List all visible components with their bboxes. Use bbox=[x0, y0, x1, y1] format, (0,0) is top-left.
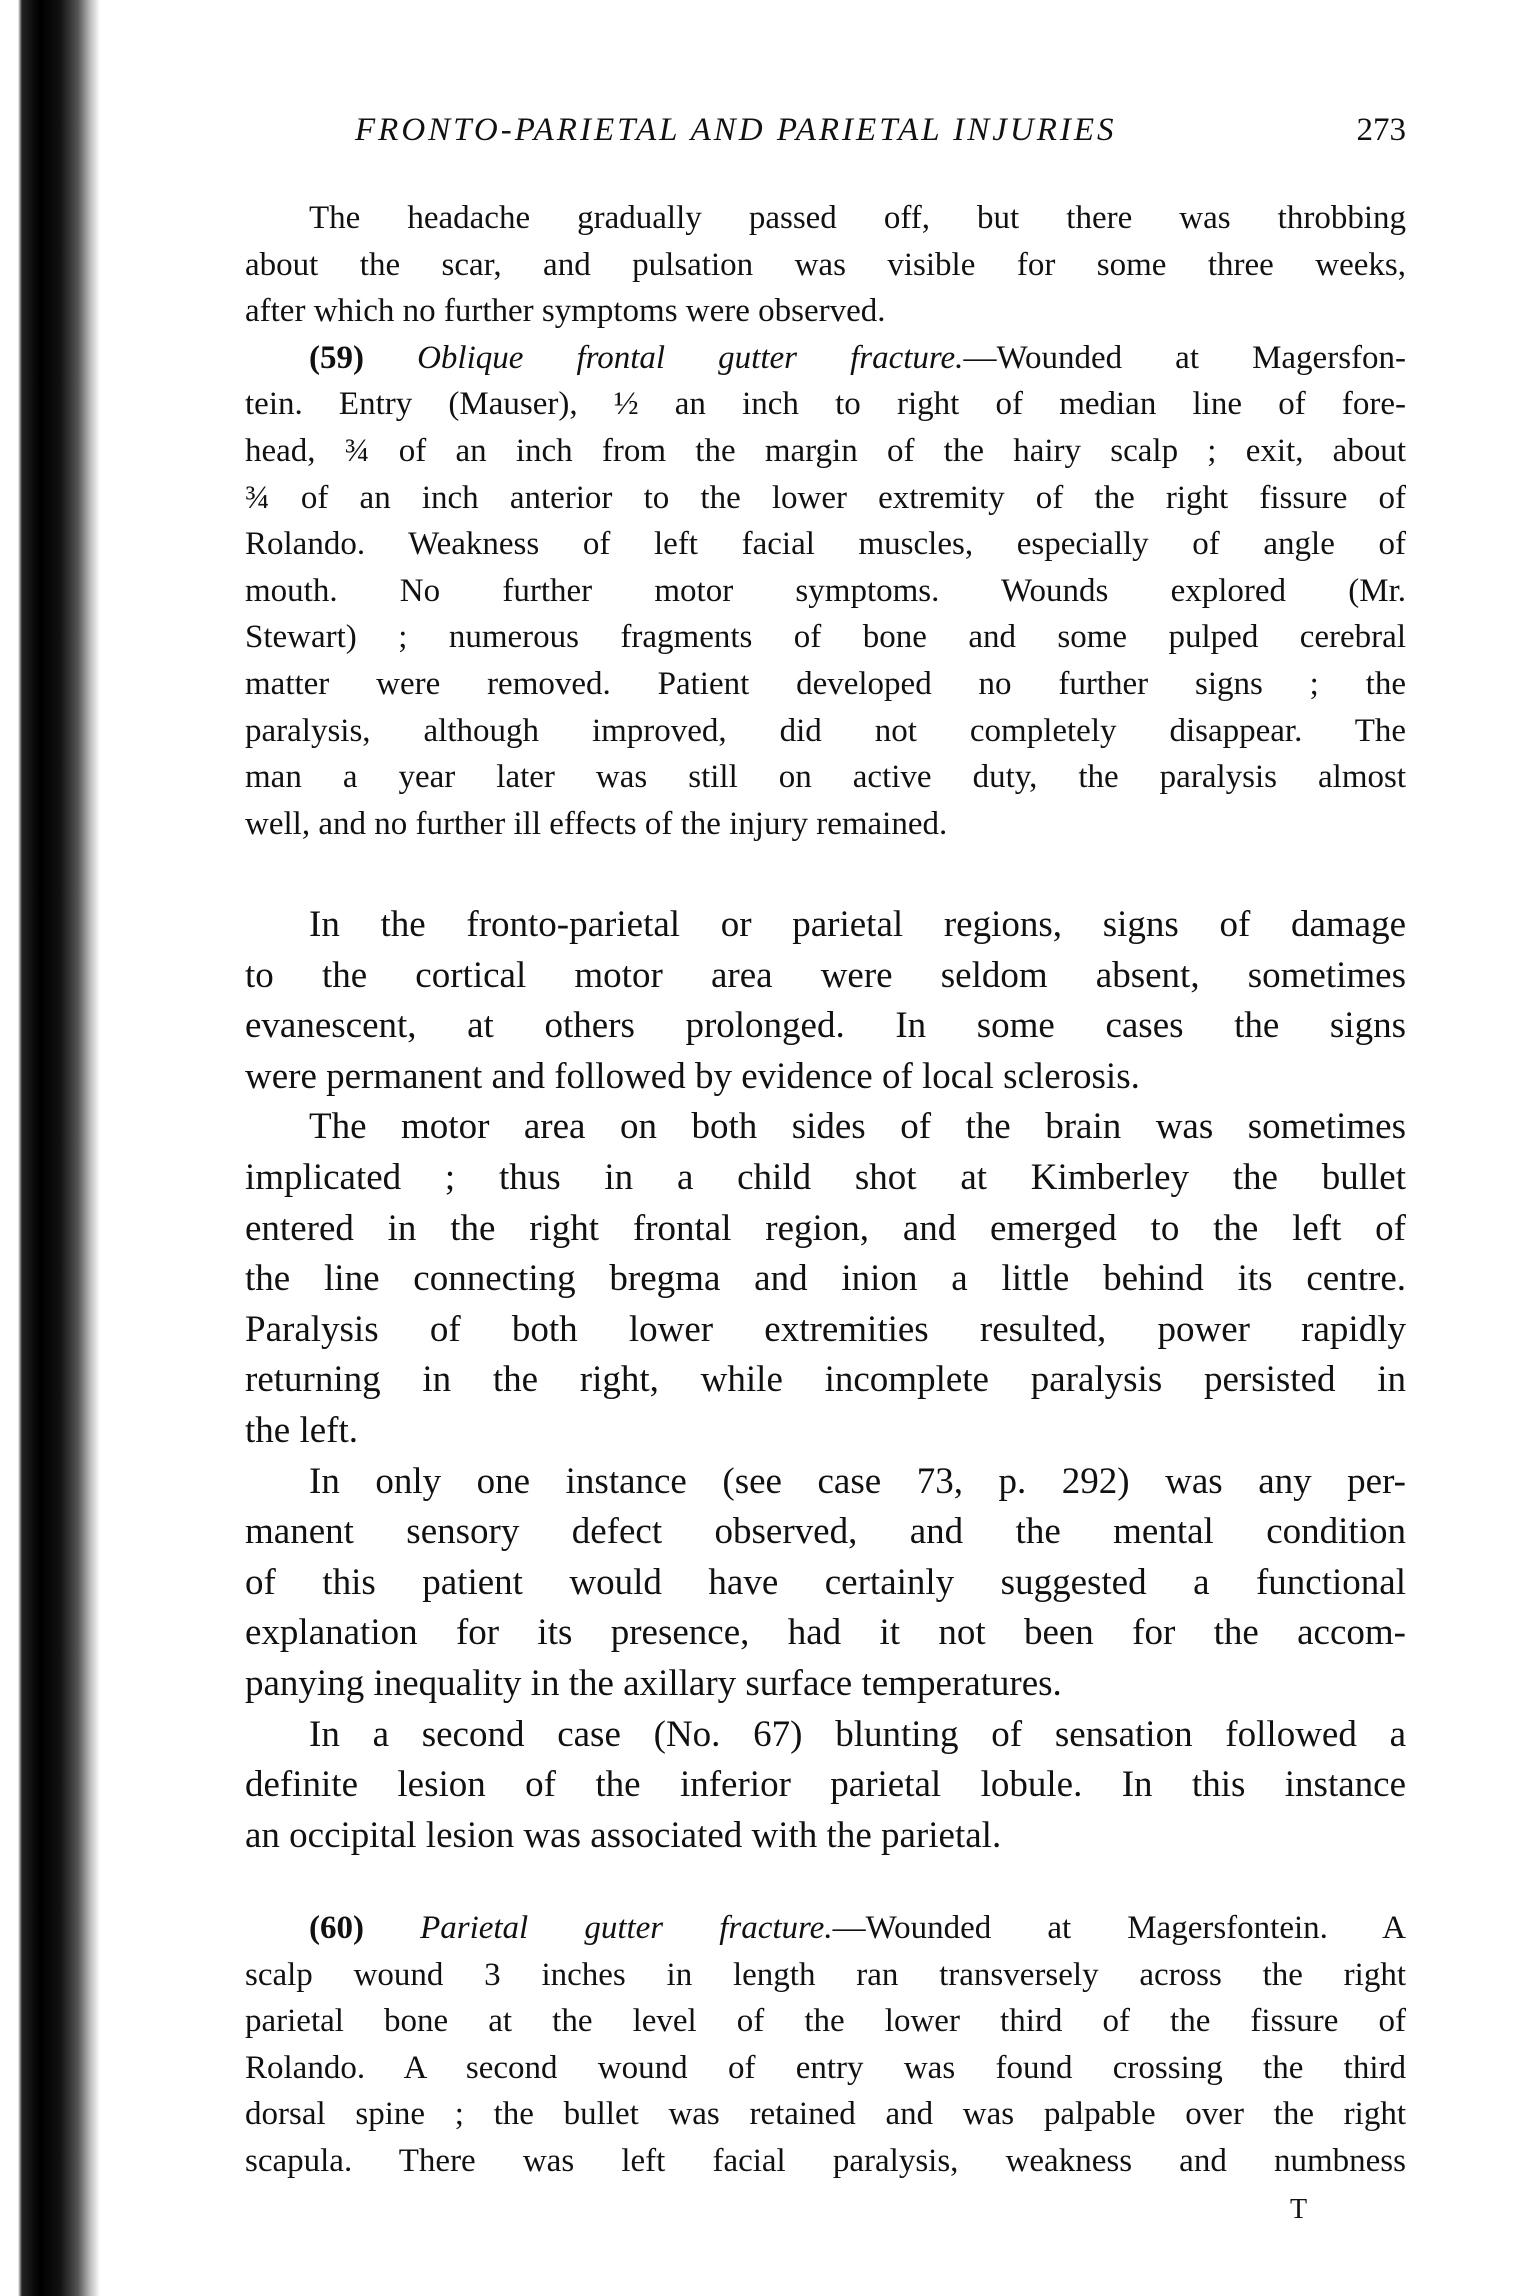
text-line: mouth. No further motor symptoms. Wounds explored (Mr. bbox=[245, 572, 1406, 609]
text-line: to the cortical motor area were seldom absent, sometimes bbox=[245, 954, 1406, 996]
text-line: Rolando. A second wound of entry was found crossing the third bbox=[245, 2049, 1406, 2086]
text-line: paralysis, although improved, did not completely disappear. The bbox=[245, 712, 1406, 749]
text-line: returning in the right, while incomplete paralysis persisted in bbox=[245, 1359, 1406, 1401]
text-line: man a year later was still on active duty, the paralysis almost bbox=[245, 759, 1406, 796]
text-line: matter were removed. Patient developed no further signs ; the bbox=[245, 665, 1406, 702]
case-number: (60) bbox=[309, 1910, 364, 1946]
text-line: about the scar, and pulsation was visible for some three weeks, bbox=[245, 246, 1406, 283]
text-line: In a second case (No. 67) blunting of sensation followed a bbox=[309, 1713, 1406, 1755]
text-line: scapula. There was left facial paralysis, weakness and numbness bbox=[245, 2142, 1406, 2179]
section-case-59 bbox=[245, 195, 1406, 847]
line-text: —Wounded at Magersfon- bbox=[963, 339, 1407, 376]
case-title: Oblique frontal gutter fracture. bbox=[417, 339, 964, 376]
case-title: Parietal gutter fracture. bbox=[420, 1910, 833, 1946]
signature-mark: T bbox=[1290, 2194, 1308, 2225]
paragraph bbox=[245, 335, 1406, 848]
section-case-60 bbox=[245, 1905, 1406, 2185]
text-line bbox=[245, 1905, 1406, 1952]
book-binding-shadow bbox=[0, 0, 100, 2296]
text-line: the left. bbox=[245, 1409, 359, 1451]
text-line: entered in the right frontal region, and emerged to the left of bbox=[245, 1207, 1406, 1249]
text-line: evanescent, at others prolonged. In some cases the signs bbox=[245, 1005, 1406, 1047]
paragraph bbox=[245, 1905, 1406, 2185]
text-line: In the fronto-parietal or parietal regions, signs of damage bbox=[309, 904, 1406, 945]
text-line: tein. Entry (Mauser), ½ an inch to right of median line of fore- bbox=[245, 386, 1406, 423]
text-line: The headache gradually passed off, but there was throbbing bbox=[309, 200, 1406, 236]
text-line: dorsal spine ; the bullet was retained and was palpable over the right bbox=[245, 2096, 1406, 2133]
text-line: definite lesion of the inferior parietal lobule. In this instance bbox=[245, 1764, 1406, 1806]
section-discussion bbox=[245, 900, 1406, 1861]
running-title: FRONTO-PARIETAL AND PARIETAL INJURIES bbox=[355, 112, 1117, 148]
running-header bbox=[355, 112, 1406, 156]
text-line: parietal bone at the level of the lower third of the fissure of bbox=[245, 2003, 1406, 2040]
line-text: —Wounded at Magersfontein. A bbox=[832, 1910, 1407, 1946]
page-number: 273 bbox=[1356, 112, 1406, 148]
text-line: In only one instance (see case 73, p. 292) was any per- bbox=[309, 1460, 1406, 1502]
paragraph bbox=[245, 195, 1406, 335]
text-line: implicated ; thus in a child shot at Kimberley the bullet bbox=[245, 1156, 1406, 1198]
paragraph bbox=[245, 1710, 1406, 1862]
text-line: scalp wound 3 inches in length ran transversely across the right bbox=[245, 1956, 1406, 1993]
text-line: an occipital lesion was associated with the parietal. bbox=[245, 1814, 1002, 1856]
text-line: were permanent and followed by evidence of local sclerosis. bbox=[245, 1055, 1140, 1097]
text-line: after which no further symptoms were observed. bbox=[245, 293, 886, 330]
text-line: of this patient would have certainly suggested a functional bbox=[245, 1561, 1406, 1603]
case-number: (59) bbox=[309, 339, 364, 376]
text-line bbox=[245, 335, 1406, 382]
text-line: the line connecting bregma and inion a little behind its centre. bbox=[245, 1258, 1406, 1300]
text-line: The motor area on both sides of the brain was sometimes bbox=[309, 1106, 1406, 1148]
text-line: explanation for its presence, had it not been for the accom- bbox=[245, 1612, 1406, 1654]
text-line: head, ¾ of an inch from the margin of the hairy scalp ; exit, about bbox=[245, 432, 1406, 469]
text-line: manent sensory defect observed, and the mental condition bbox=[245, 1511, 1406, 1553]
text-line: well, and no further ill effects of the injury remained. bbox=[245, 805, 948, 842]
text-line: panying inequality in the axillary surface temperatures. bbox=[245, 1662, 1062, 1704]
text-line: Rolando. Weakness of left facial muscles, especially of angle of bbox=[245, 526, 1406, 563]
paragraph bbox=[245, 1457, 1406, 1710]
paragraph bbox=[245, 900, 1406, 1102]
paragraph bbox=[245, 1102, 1406, 1456]
text-line: ¾ of an inch anterior to the lower extremity of the right fissure of bbox=[245, 479, 1406, 516]
text-line: Stewart) ; numerous fragments of bone and some pulped cerebral bbox=[245, 619, 1406, 656]
text-line: Paralysis of both lower extremities resulted, power rapidly bbox=[245, 1308, 1406, 1350]
